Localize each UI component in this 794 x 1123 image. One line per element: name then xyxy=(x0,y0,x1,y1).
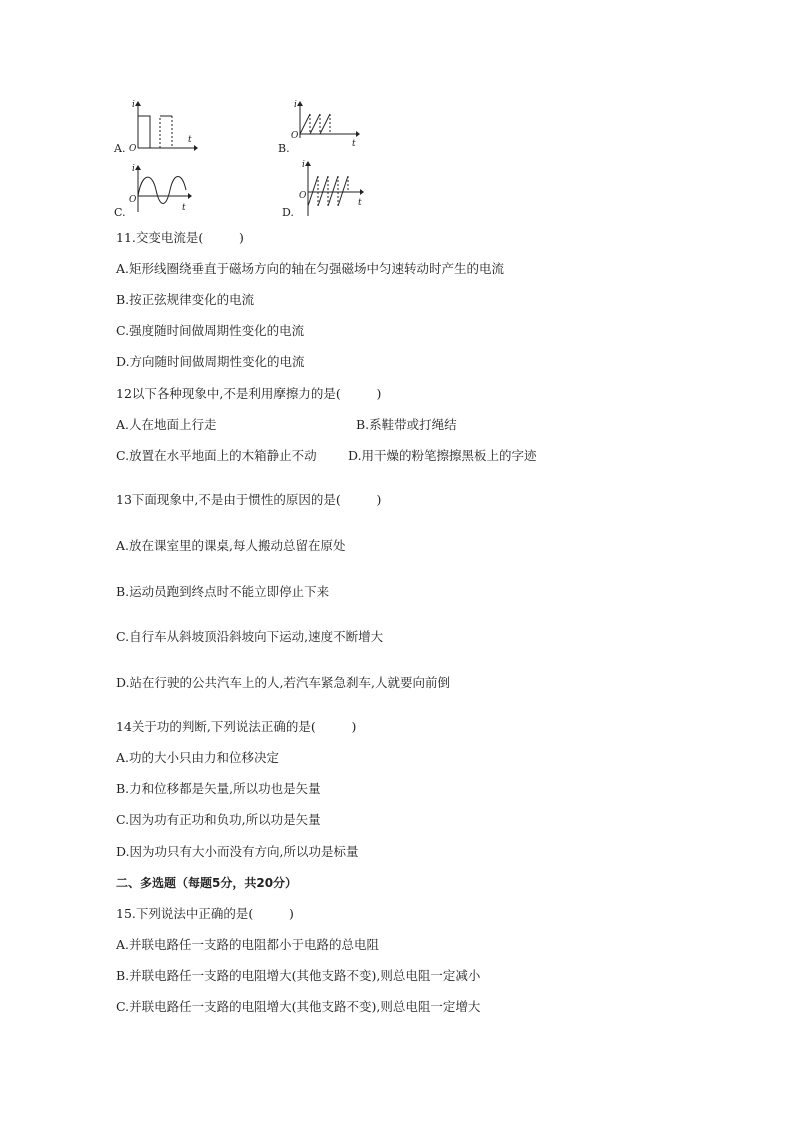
figure-c-sine-wave xyxy=(126,162,196,218)
figure-c-axis-i: i xyxy=(132,164,135,174)
q11-option-a: A.矩形线圈绕垂直于磁场方向的轴在匀强磁场中匀速转动时产生的电流 xyxy=(116,261,505,276)
figure-b-sawtooth-wave xyxy=(290,98,362,154)
q15-option-c: C.并联电路任一支路的电阻增大(其他支路不变),则总电阻一定增大 xyxy=(116,999,481,1014)
q11-option-b: B.按正弦规律变化的电流 xyxy=(116,292,255,307)
figure-a-label: A. xyxy=(114,142,126,155)
figure-d-alternating-sawtooth xyxy=(296,158,368,222)
q12-option-b: B.系鞋带或打绳结 xyxy=(356,417,457,432)
figure-b-origin: O xyxy=(291,131,299,141)
q15-stem: 15.下列说法中正确的是( ) xyxy=(116,906,294,921)
figure-b-label: B. xyxy=(278,142,290,155)
q14-option-c: C.因为功有正功和负功,所以功是矢量 xyxy=(116,812,321,827)
figure-c-origin: O xyxy=(129,195,137,205)
q13-option-c: C.自行车从斜坡顶沿斜坡向下运动,速度不断增大 xyxy=(116,629,384,644)
figure-a-axis-t: t xyxy=(188,135,192,145)
figure-d-label: D. xyxy=(282,206,294,219)
figure-b-axis-i: i xyxy=(294,100,297,110)
q13-option-a: A.放在课室里的课桌,每人搬动总留在原处 xyxy=(116,538,346,553)
section-heading-multiple-choice: 二、多选题（每题5分，共20分） xyxy=(116,876,298,890)
figure-a-square-wave xyxy=(126,98,198,154)
figure-a-axis-i: i xyxy=(132,100,135,110)
q12-option-a: A.人在地面上行走 xyxy=(116,417,217,432)
q15-option-b: B.并联电路任一支路的电阻增大(其他支路不变),则总电阻一定减小 xyxy=(116,968,481,983)
figure-d-origin: O xyxy=(299,191,307,201)
q13-option-d: D.站在行驶的公共汽车上的人,若汽车紧急刹车,人就要向前倒 xyxy=(116,675,450,690)
q14-option-b: B.力和位移都是矢量,所以功也是矢量 xyxy=(116,781,321,796)
figure-c-label: C. xyxy=(114,206,126,219)
q11-option-c: C.强度随时间做周期性变化的电流 xyxy=(116,323,305,338)
figure-c-axis-t: t xyxy=(182,203,186,213)
figure-d-axis-t: t xyxy=(358,198,362,208)
q14-option-a: A.功的大小只由力和位移决定 xyxy=(116,750,280,765)
q11-option-d: D.方向随时间做周期性变化的电流 xyxy=(116,354,305,369)
q14-option-d: D.因为功只有大小而没有方向,所以功是标量 xyxy=(116,844,359,859)
q15-option-a: A.并联电路任一支路的电阻都小于电路的总电阻 xyxy=(116,937,380,952)
figure-b-axis-t: t xyxy=(352,139,356,149)
q12-stem: 12以下各种现象中,不是利用摩擦力的是( ) xyxy=(116,386,382,401)
q14-stem: 14关于功的判断,下列说法正确的是( ) xyxy=(116,719,357,734)
figure-d-axis-i: i xyxy=(302,160,305,170)
figure-a-origin: O xyxy=(129,144,137,154)
q12-option-d: D.用干燥的粉笔擦擦黑板上的字迹 xyxy=(348,448,537,463)
q13-option-b: B.运动员跑到终点时不能立即停止下来 xyxy=(116,584,330,599)
q13-stem: 13下面现象中,不是由于惯性的原因的是( ) xyxy=(116,492,382,507)
q11-stem: 11.交变电流是( ) xyxy=(116,230,244,245)
q12-option-c: C.放置在水平地面上的木箱静止不动 xyxy=(116,448,317,463)
